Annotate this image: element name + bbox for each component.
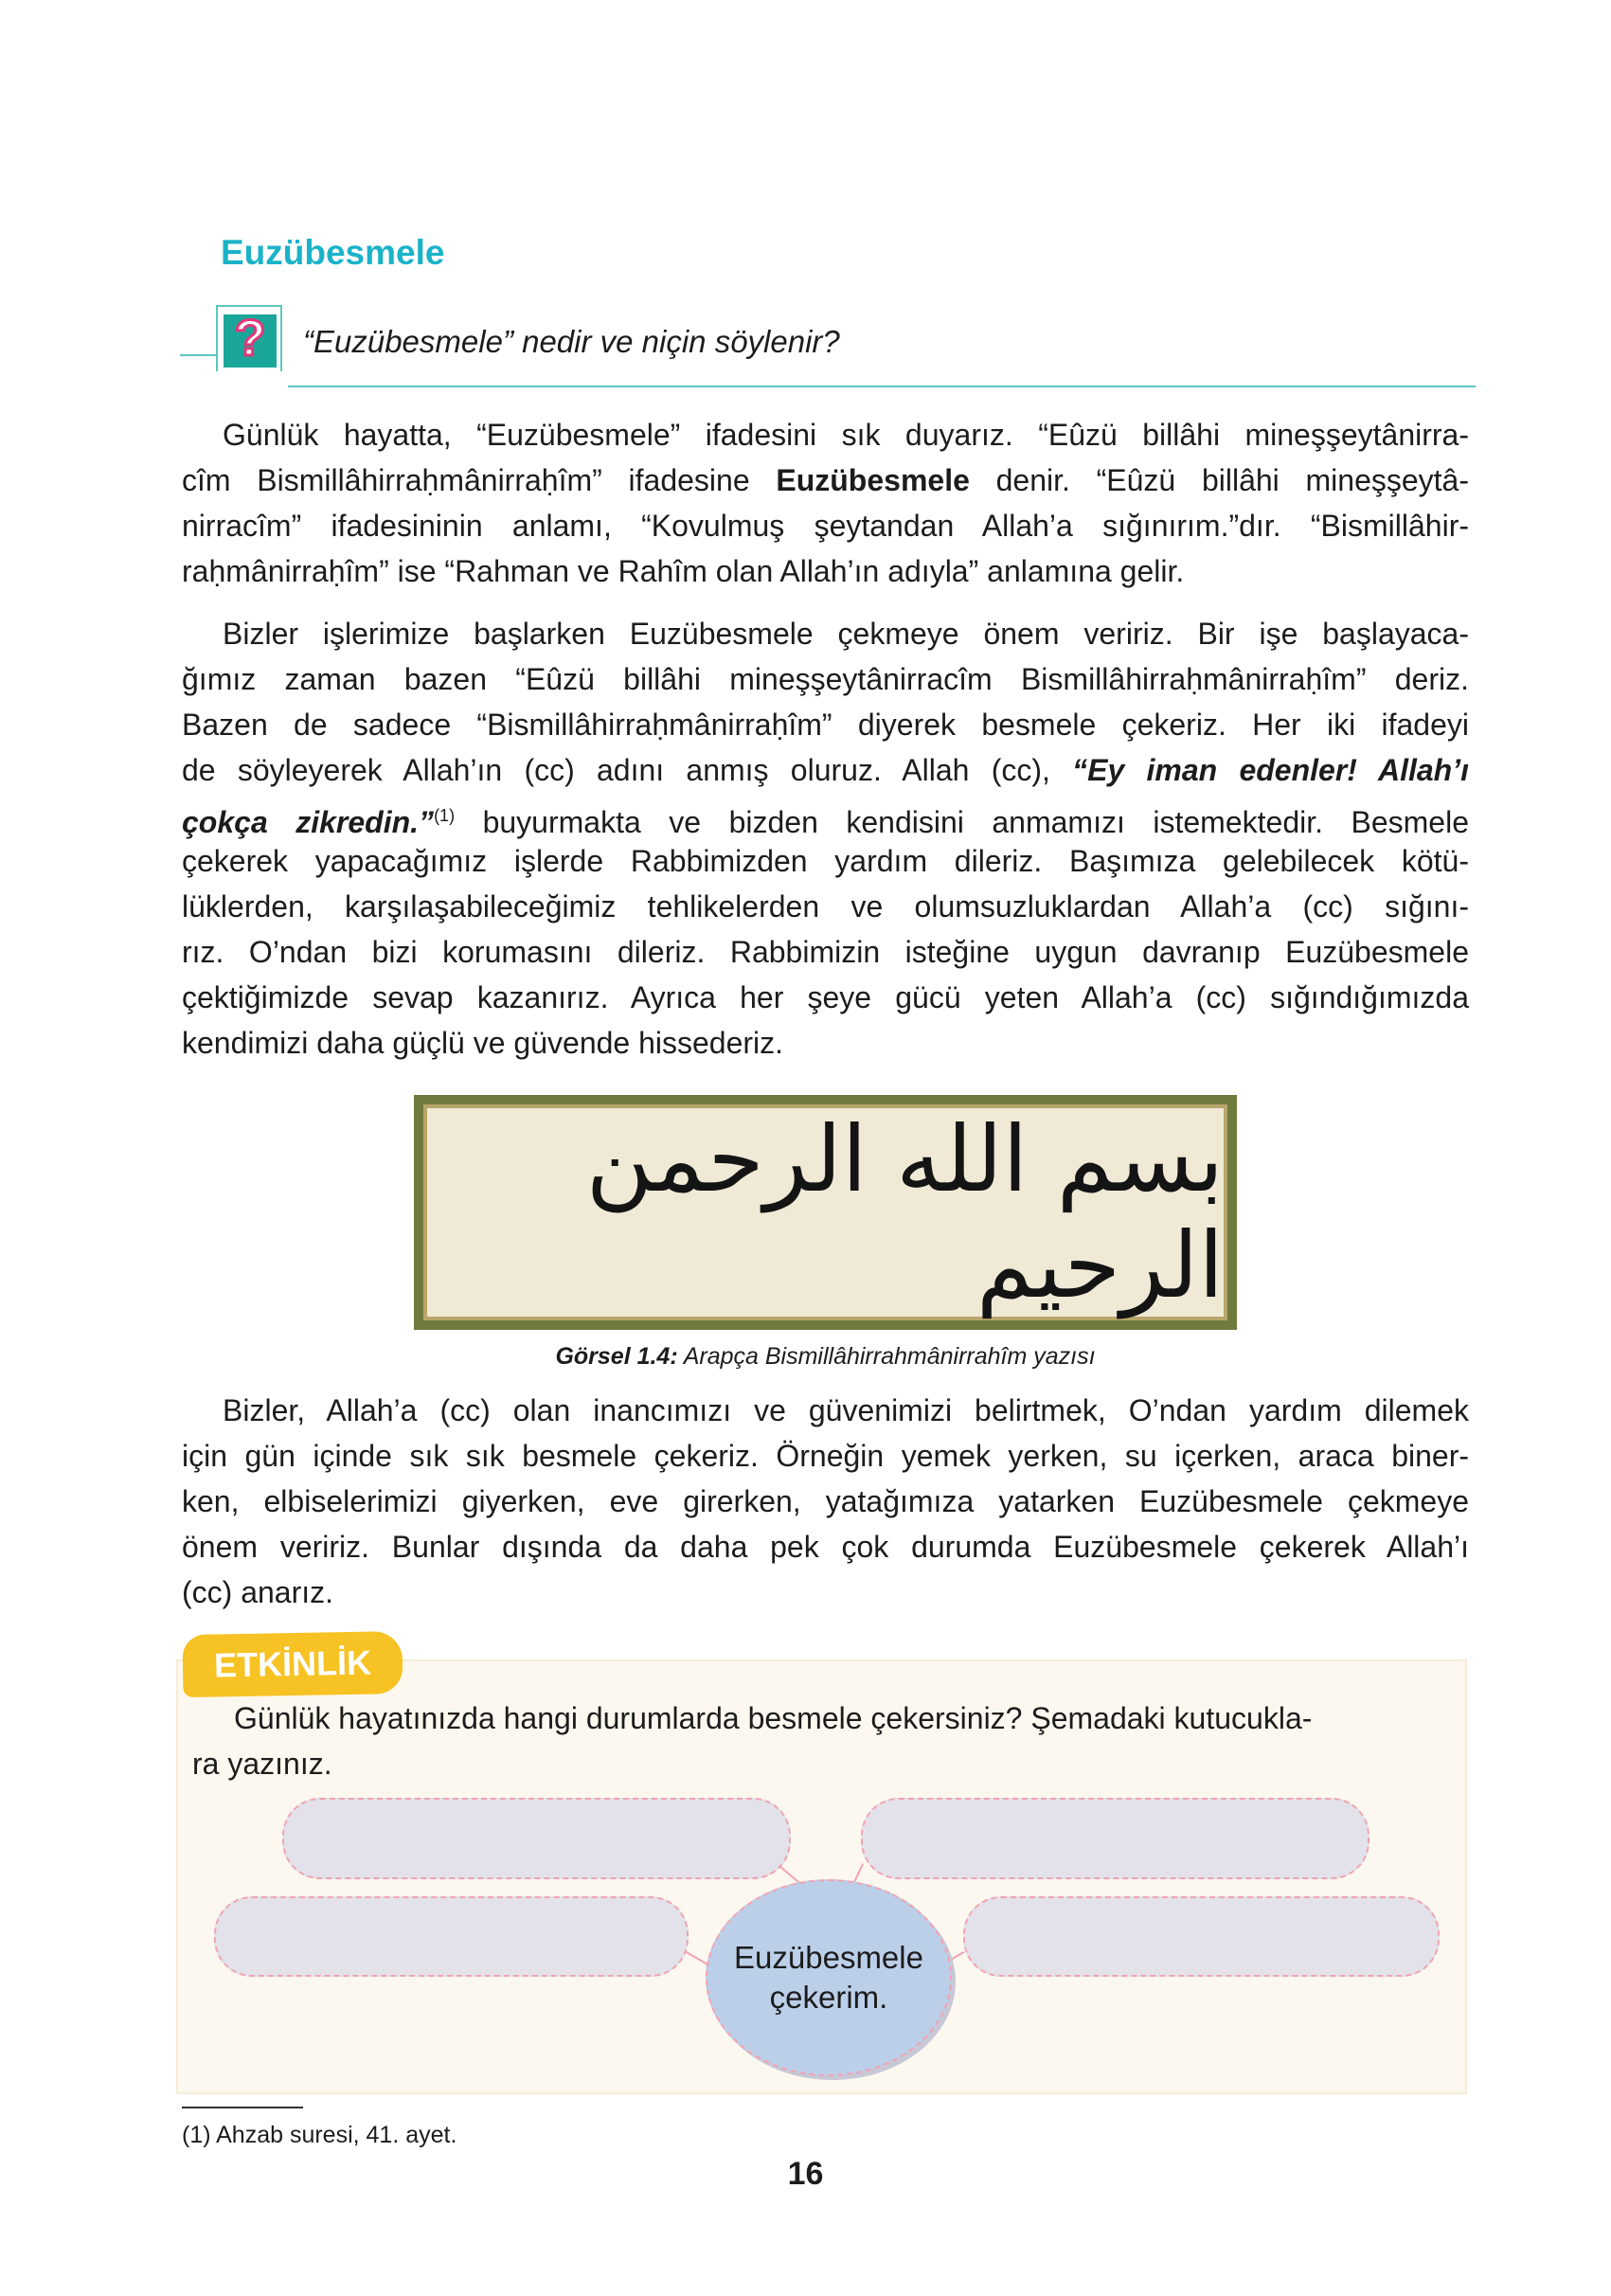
- text-segment: çokça zikredin.”: [182, 805, 435, 839]
- text-segment: Bizler, Allah’a (cc) olan inancımızı ve güvenimizi belirtmek, O’ndan yardım dilemek: [223, 1393, 1469, 1427]
- center-text-1: Euzübesmele: [734, 1940, 923, 1975]
- footnote: (1) Ahzab suresi, 41. ayet.: [182, 2122, 457, 2148]
- text-segment: çektiğimizde sevap kazanırız. Ayrıca her şeye gücü yeten Allah’a (cc) sığındığımızda: [182, 980, 1469, 1014]
- text-line: [182, 611, 1469, 656]
- text-line: [182, 1433, 1469, 1479]
- caption-text: Arapça Bismillâhirrahmânirrahîm yazısı: [677, 1343, 1096, 1370]
- page-number: 16: [787, 2156, 824, 2192]
- answer-box-top-left[interactable]: [282, 1798, 791, 1879]
- text-segment: ken, elbiselerimizi giyerken, eve girerken, yatağımıza yatarken Euzübesmele çekmeye: [182, 1484, 1469, 1518]
- paragraph-2: [182, 611, 1469, 1066]
- text-segment: kendimizi daha güçlü ve güvende hissederiz.: [182, 1026, 784, 1060]
- text-line: [182, 884, 1469, 929]
- text-line: [182, 929, 1469, 975]
- text-line: [182, 548, 1469, 594]
- text-segment: rız. O’ndan bizi korumasını dileriz. Rabbimizin isteğine uygun davranıp Euzübesmele: [182, 935, 1469, 969]
- text-segment: Euzübesmele: [776, 463, 970, 497]
- center-bubble: [706, 1879, 952, 2076]
- text-segment: Bizler işlerimize başlarken Euzübesmele çekmeye önem veririz. Bir işe başlayaca-: [223, 617, 1469, 651]
- text-line: [182, 1570, 1469, 1615]
- section-title: Euzübesmele: [221, 233, 445, 272]
- text-segment: lüklerden, karşılaşabileceğimiz tehlikelerden ve olumsuzluklardan Allah’a (cc) sığını-: [182, 889, 1469, 924]
- activity-badge-label: ETKİNLİK: [213, 1642, 372, 1685]
- paragraph-3: [182, 1388, 1469, 1615]
- paragraph-1: [182, 412, 1469, 594]
- question-mark-icon: ?: [216, 305, 282, 371]
- text-segment: nirracîm” ifadesininin anlamı, “Kovulmuş şeytandan Allah’a sığınırım.”dır. “Bismillâhir-: [182, 509, 1469, 543]
- question-rule: [288, 386, 1476, 387]
- text-segment: çekerek yapacağımız işlerde Rabbimizden yardım dileriz. Başımıza gelebilecek kötü-: [182, 844, 1469, 878]
- text-segment: raḥmânirraḥîm” ise “Rahman ve Rahîm olan Allah’ın adıyla” anlamına gelir.: [182, 554, 1185, 588]
- text-line: [182, 747, 1469, 793]
- text-segment: buyurmakta ve bizden kendisini anmamızı istemektedir. Besmele: [455, 805, 1470, 839]
- text-line: [182, 1479, 1469, 1524]
- text-segment: ğımız zaman bazen “Eûzü billâhi mineşşeytânirracîm Bismillâhirraḥmânirraḥîm” deriz.: [182, 662, 1469, 696]
- text-line: [182, 656, 1469, 702]
- answer-box-bottom-right[interactable]: [963, 1896, 1440, 1977]
- calligraphy-text: بسم الله الرحمن الرحيم: [585, 1106, 1224, 1318]
- activity-instruction-2: ra yazınız.: [192, 1747, 332, 1781]
- text-line: [182, 503, 1469, 548]
- footnote-rule: [182, 2107, 303, 2108]
- text-segment: “Ey iman edenler! Allah’ı: [1072, 753, 1470, 787]
- text-segment: denir. “Eûzü billâhi mineşşeytâ-: [969, 463, 1470, 497]
- text-segment: cîm Bismillâhirraḥmânirraḥîm” ifadesine: [182, 463, 777, 497]
- text-line: [182, 975, 1469, 1020]
- activity-badge: [182, 1631, 403, 1697]
- text-line: [182, 1388, 1469, 1433]
- answer-box-top-right[interactable]: [861, 1798, 1369, 1879]
- caption-label: Görsel 1.4:: [555, 1343, 678, 1370]
- text-segment: Günlük hayatta, “Euzübesmele” ifadesini sık duyarız. “Eûzü billâhi mineşşeytânirra-: [223, 418, 1469, 452]
- question-text: “Euzübesmele” nedir ve niçin söylenir?: [303, 324, 840, 359]
- answer-box-bottom-left[interactable]: [214, 1896, 689, 1977]
- text-segment: Bazen de sadece “Bismillâhirraḥmânirraḥîm” diyerek besmele çekeriz. Her iki ifadeyi: [182, 708, 1469, 742]
- text-line: [182, 702, 1469, 747]
- text-line: [182, 838, 1469, 884]
- text-line: [182, 1524, 1469, 1570]
- calligraphy-image: [414, 1095, 1237, 1330]
- figure-caption: [414, 1343, 1237, 1371]
- text-line: [182, 793, 1469, 838]
- center-text-2: çekerim.: [769, 1980, 888, 2015]
- text-segment: için gün içinde sık sık besmele çekeriz. Örneğin yemek yerken, su içerken, araca biner-: [182, 1439, 1469, 1473]
- question-rule-left: [180, 354, 218, 356]
- text-segment: önem veririz. Bunlar dışında da daha pek çok durumda Euzübesmele çekerek Allah’ı: [182, 1530, 1469, 1564]
- footnote-ref: (1): [434, 806, 456, 825]
- text-line: [182, 1020, 1469, 1066]
- activity-instruction-1: Günlük hayatınızda hangi durumlarda besmele çekersiniz? Şemadaki kutucukla-: [234, 1701, 1313, 1735]
- text-segment: de söyleyerek Allah’ın (cc) adını anmış oluruz. Allah (cc),: [182, 753, 1073, 787]
- text-line: [182, 457, 1469, 503]
- text-segment: (cc) anarız.: [182, 1575, 334, 1609]
- text-line: [182, 412, 1469, 457]
